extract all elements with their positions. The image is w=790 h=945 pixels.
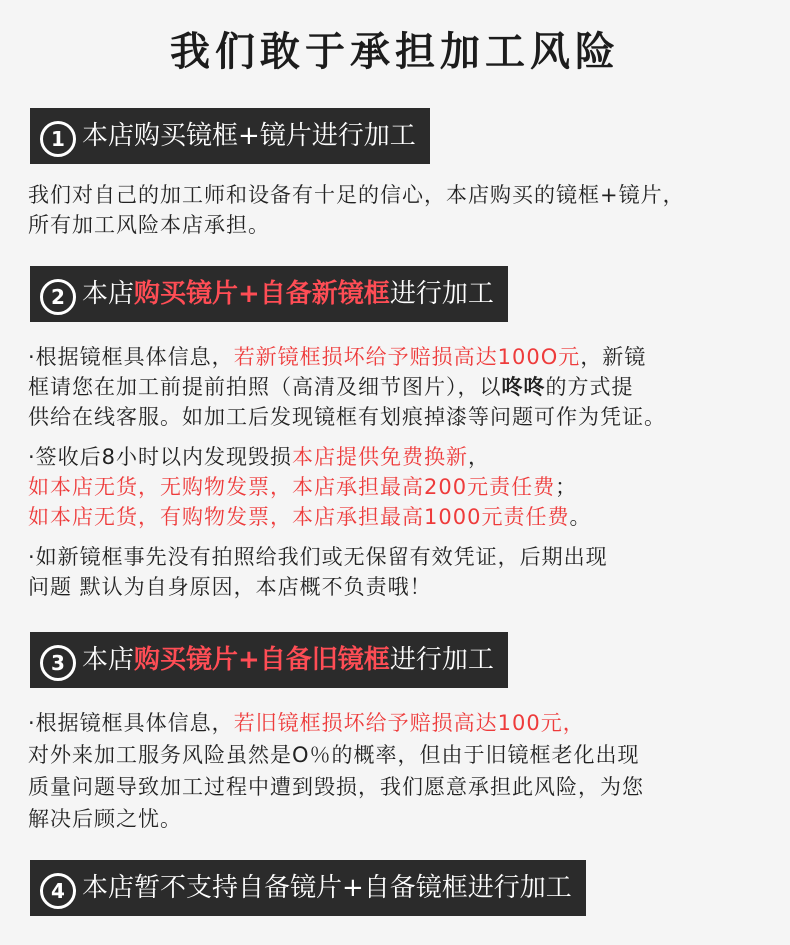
section-1-line-1: 我们对自己的加工师和设备有十足的信心，本店购买的镜框+镜片， (28, 183, 685, 207)
section-2-title-pre: 本店 (82, 279, 135, 309)
section-4-title: 本店暂不支持自备镜片+自备镜框进行加工 (82, 873, 572, 903)
section-2-para-2-line-3 (28, 502, 778, 532)
section-2-para-2-line-2 (28, 472, 778, 502)
with-invoice-highlight: 如本店无货，有购物发票，本店承担最高1000元责任费 (28, 505, 570, 529)
text: 框请您在加工前提前拍照（高清及细节图片），以 (28, 375, 502, 399)
text: ，新镜 (580, 345, 647, 369)
section-3-line-1 (28, 708, 778, 738)
section-2-para-1-line-1 (28, 342, 778, 372)
compensation-highlight: 若新镜框损坏给予赔损高达100O元 (233, 345, 581, 369)
section-2-header (30, 266, 508, 322)
section-3-line-2: 对外来加工服务风险虽然是O％的概率，但由于旧镜框老化出现 (28, 743, 640, 767)
section-2-title-post: 进行加工 (389, 279, 494, 309)
section-2-para-2-line-1 (28, 442, 778, 472)
section-3-title-post: 进行加工 (389, 645, 494, 675)
section-1-header (30, 108, 430, 164)
section-3-title-pre: 本店 (82, 645, 135, 675)
section-3-title-highlight: 购买镜片+自备旧镜框 (134, 645, 390, 675)
section-2-para-3-line-1: ·如新镜框事先没有拍照给我们或无保留有效凭证，后期出现 (28, 545, 608, 569)
text: 的方式提 (545, 375, 634, 399)
section-2-title-highlight: 购买镜片+自备新镜框 (134, 279, 390, 309)
page-title: 我们敢于承担加工风险 (170, 29, 620, 75)
text: ； (555, 475, 578, 499)
circled-number-2: 2 (40, 279, 76, 315)
text: 。 (569, 505, 592, 529)
circled-number-4: 4 (40, 873, 76, 909)
section-3-header (30, 632, 508, 688)
section-2-para-3-line-2: 问题 默认为自身原因，本店概不负责哦！ (28, 575, 432, 599)
dongdong-highlight: 咚咚 (501, 375, 546, 399)
section-2-para-1-line-2 (28, 372, 778, 402)
no-invoice-highlight: 如本店无货，无购物发票，本店承担最高200元责任费 (28, 475, 556, 499)
text: ·签收后8小时以内发现毁损 (28, 445, 293, 469)
section-1-title: 本店购买镜框+镜片进行加工 (82, 121, 416, 151)
circled-number-3: 3 (40, 645, 76, 681)
text: ， (468, 445, 491, 469)
section-2-para-1-line-3: 供给在线客服。如加工后发现镜框有划痕掉漆等问题可作为凭证。 (28, 405, 666, 429)
section-3-line-4: 解决后顾之忧。 (28, 807, 182, 831)
circled-number-1: 1 (40, 121, 76, 157)
free-replacement-highlight: 本店提供免费换新 (292, 445, 469, 469)
section-1-line-2: 所有加工风险本店承担。 (28, 213, 270, 237)
text: ·根据镜框具体信息， (28, 345, 234, 369)
section-4-header (30, 860, 586, 916)
section-3-line-3: 质量问题导致加工过程中遭到毁损，我们愿意承担此风险，为您 (28, 775, 644, 799)
compensation-highlight: 若旧镜框损坏给予赔损高达100元， (233, 711, 585, 735)
text: ·根据镜框具体信息， (28, 711, 234, 735)
